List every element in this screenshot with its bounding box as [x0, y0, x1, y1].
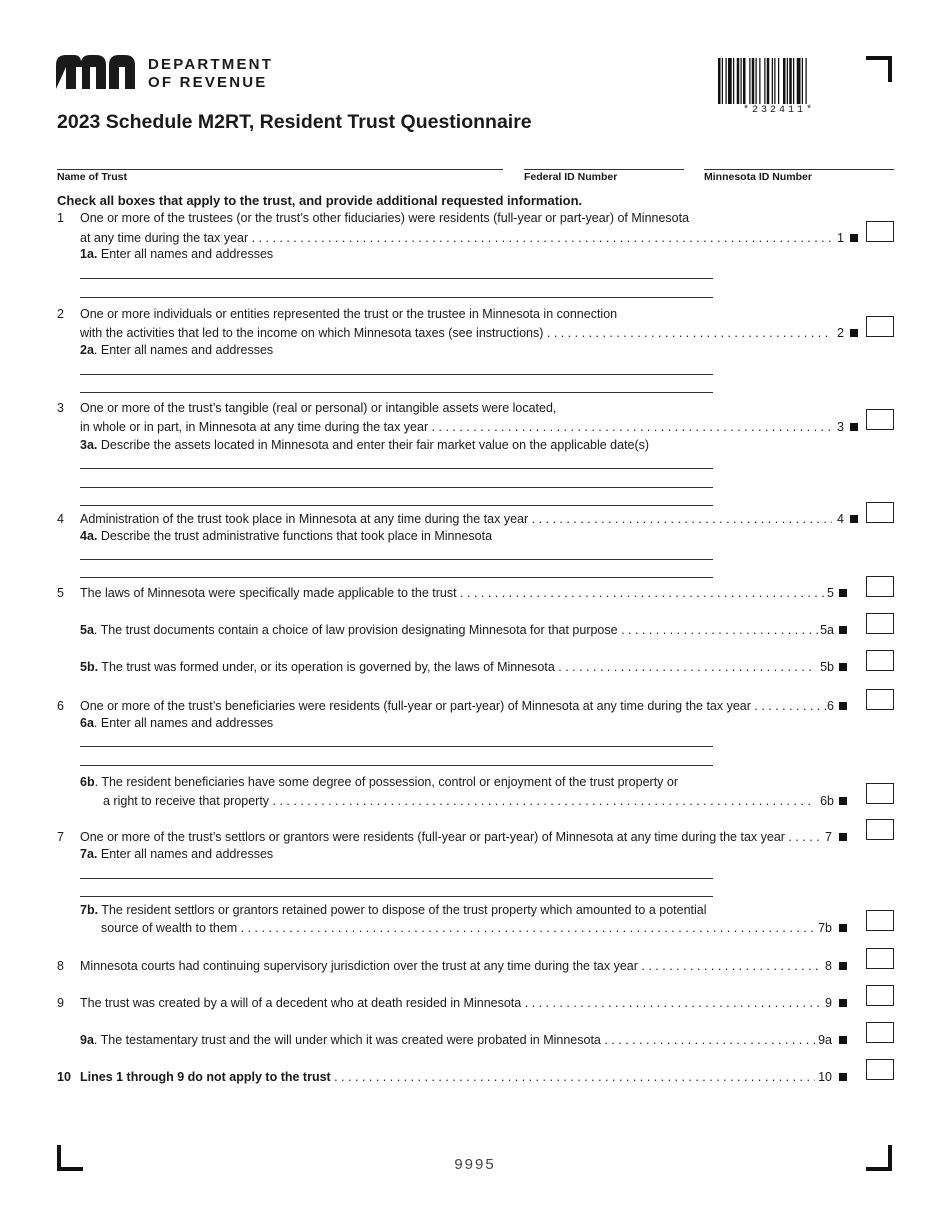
line-number: 8 [57, 959, 64, 973]
line-ref: 9 [825, 996, 832, 1010]
line-label: 7b. [80, 903, 99, 917]
line-number: 1 [57, 211, 64, 225]
line-ref: 7 [825, 830, 832, 844]
line-7b-checkbox[interactable] [866, 910, 894, 931]
line-7a-write-line-2[interactable] [80, 896, 713, 897]
square-marker-icon [839, 962, 847, 970]
barcode [718, 58, 840, 118]
line-2-text-cont: with the activities that led to the income on which Minnesota taxes (see instructions) . . . [80, 326, 832, 340]
line-7a-write-line-1[interactable] [80, 878, 713, 879]
line-text: . The resident beneficiaries have some degree of possession, control or enjoyment of the trust property or [94, 775, 679, 789]
line-4-text: Administration of the trust took place in Minnesota at any time during the tax year . . . [80, 512, 832, 526]
line-number: 4 [57, 512, 64, 526]
line-9a-text [80, 1033, 815, 1047]
line-label: 7a. [80, 847, 98, 861]
line-2a-text [80, 343, 273, 357]
line-6b-text [80, 775, 678, 789]
line-6a-write-line-1[interactable] [80, 746, 713, 747]
line-6a-write-line-2[interactable] [80, 765, 713, 766]
line-ref: 3 [837, 420, 844, 434]
line-3a-text [80, 438, 649, 452]
line-text: Describe the trust administrative functions that took place in Minnesota [97, 529, 493, 543]
line-number: 3 [57, 401, 64, 415]
minnesota-id-label: Minnesota ID Number [704, 171, 812, 183]
crop-mark-top-right [866, 56, 892, 82]
line-text: The trust was formed under, or its operation is governed by, the laws of Minnesota [98, 660, 555, 674]
line-6a-text [80, 716, 273, 730]
square-marker-icon [839, 924, 847, 932]
line-label: 3a. [80, 438, 98, 452]
line-number: 5 [57, 586, 64, 600]
line-ref: 5a [820, 623, 834, 637]
line-ref: 5b [820, 660, 834, 674]
line-9-text: The trust was created by a will of a decedent who at death resided in Minnesota . . . [80, 996, 820, 1010]
name-of-trust-label: Name of Trust [57, 171, 128, 183]
line-7a-text [80, 847, 273, 861]
line-label: 5b. [80, 660, 99, 674]
federal-id-field[interactable] [524, 169, 684, 185]
line-5a-checkbox[interactable] [866, 613, 894, 634]
line-8-text: Minnesota courts had continuing supervisory jurisdiction over the trust at any time during the tax year . . . [80, 959, 820, 973]
line-label: 5a [80, 623, 94, 637]
mn-revenue-logo [56, 55, 296, 95]
instruction-text: Check all boxes that apply to the trust, and provide additional requested information. [57, 193, 583, 208]
square-marker-icon [850, 329, 858, 337]
line-label: 9a [80, 1033, 94, 1047]
line-number: 10 [57, 1070, 71, 1084]
line-ref: 2 [837, 326, 844, 340]
square-marker-icon [839, 1073, 847, 1081]
square-marker-icon [850, 423, 858, 431]
line-2-checkbox[interactable] [866, 316, 894, 337]
line-label: 6b [80, 775, 95, 789]
square-marker-icon [839, 663, 847, 671]
line-ref: 6 [827, 699, 834, 713]
square-marker-icon [839, 702, 847, 710]
line-ref: 5 [827, 586, 834, 600]
line-text: Enter all names and addresses [97, 247, 274, 261]
line-label: 1a. [80, 247, 98, 261]
line-4a-write-line-1[interactable] [80, 559, 713, 560]
form-code: 9995 [454, 1156, 496, 1173]
line-number: 7 [57, 830, 64, 844]
line-10-text [80, 1070, 815, 1084]
line-text: . The testamentary trust and the will under which it was created were probated in Minnesota [93, 1033, 601, 1047]
barcode-number: *232411* [742, 105, 815, 116]
line-ref: 8 [825, 959, 832, 973]
line-7b-text [80, 903, 707, 917]
line-3a-write-line-2[interactable] [80, 487, 713, 488]
dept-line-1: DEPARTMENT [148, 56, 274, 73]
line-4a-write-line-2[interactable] [80, 577, 713, 578]
line-1-text: One or more of the trustees (or the trust’s other fiduciaries) were residents (full-year or part-year) of Minnesota [80, 211, 690, 225]
line-1a-write-line-2[interactable] [80, 297, 713, 298]
line-label: 6a [80, 716, 94, 730]
line-10-checkbox[interactable] [866, 1059, 894, 1080]
minnesota-id-field[interactable] [704, 169, 894, 185]
line-6b-text-cont: a right to receive that property . . . [103, 794, 815, 808]
line-5-text: The laws of Minnesota were specifically made applicable to the trust . . . [80, 586, 826, 600]
mn-logo-icon [56, 55, 136, 89]
line-text: . Enter all names and addresses [93, 343, 274, 357]
form-title: 2023 Schedule M2RT, Resident Trust Questionnaire [57, 111, 532, 133]
line-2a-write-line-1[interactable] [80, 374, 713, 375]
federal-id-label: Federal ID Number [524, 171, 618, 183]
square-marker-icon [839, 1036, 847, 1044]
line-label: 4a. [80, 529, 98, 543]
line-7-checkbox[interactable] [866, 819, 894, 840]
line-text: Lines 1 through 9 do not apply to the trust [80, 1070, 331, 1084]
line-text: . Enter all names and addresses [93, 716, 274, 730]
dept-line-2: OF REVENUE [148, 74, 268, 91]
line-6-checkbox[interactable] [866, 689, 894, 710]
line-9a-checkbox[interactable] [866, 1022, 894, 1043]
line-text: Enter all names and addresses [97, 847, 274, 861]
line-ref: 4 [837, 512, 844, 526]
line-ref: 9a [818, 1033, 832, 1047]
line-text: The resident settlors or grantors retained power to dispose of the trust property which amounted to a potential [98, 903, 707, 917]
line-ref: 6b [820, 794, 834, 808]
line-3a-write-line-3[interactable] [80, 505, 713, 506]
line-2-text: One or more individuals or entities represented the trust or the trustee in Minnesota in connection [80, 307, 618, 321]
line-number: 2 [57, 307, 64, 321]
line-ref: 1 [837, 231, 844, 245]
line-9-checkbox[interactable] [866, 985, 894, 1006]
line-8-checkbox[interactable] [866, 948, 894, 969]
line-5b-text [80, 660, 815, 674]
line-number: 6 [57, 699, 64, 713]
name-of-trust-field[interactable] [57, 169, 503, 185]
barcode-bars-icon [718, 58, 840, 104]
department-name [148, 56, 273, 92]
line-ref: 10 [818, 1070, 832, 1084]
line-5b-checkbox[interactable] [866, 650, 894, 671]
line-text: Describe the assets located in Minnesota and enter their fair market value on the applicable date(s) [97, 438, 650, 452]
line-4a-text [80, 529, 492, 543]
line-3-checkbox[interactable] [866, 409, 894, 430]
line-ref: 7b [818, 921, 832, 935]
line-7-text: One or more of the trust’s settlors or grantors were residents (full-year or part-year) of Minnesota at any time during the tax year . . . [80, 830, 820, 844]
line-2a-write-line-2[interactable] [80, 392, 713, 393]
line-4-checkbox[interactable] [866, 502, 894, 523]
line-6-text: One or more of the trust’s beneficiaries were residents (full-year or part-year) of Minnesota at any time during the tax year . . . [80, 699, 826, 713]
square-marker-icon [839, 999, 847, 1007]
line-1a-text [80, 247, 273, 261]
square-marker-icon [850, 234, 858, 242]
line-3a-write-line-1[interactable] [80, 468, 713, 469]
line-3-text-cont: in whole or in part, in Minnesota at any time during the tax year . . . [80, 420, 832, 434]
line-1a-write-line-1[interactable] [80, 278, 713, 279]
square-marker-icon [839, 589, 847, 597]
line-label: 2a [80, 343, 94, 357]
square-marker-icon [839, 833, 847, 841]
line-text: . The trust documents contain a choice of law provision designating Minnesota for that purpose [93, 623, 618, 637]
line-6b-checkbox[interactable] [866, 783, 894, 804]
line-7b-text-cont: source of wealth to them . . . [101, 921, 815, 935]
line-1-checkbox[interactable] [866, 221, 894, 242]
square-marker-icon [839, 797, 847, 805]
line-5a-text [80, 623, 818, 637]
square-marker-icon [850, 515, 858, 523]
line-3-text: One or more of the trust’s tangible (real or personal) or intangible assets were located, [80, 401, 557, 415]
line-5-checkbox[interactable] [866, 576, 894, 597]
line-number: 9 [57, 996, 64, 1010]
line-1-text-cont: at any time during the tax year . . . [80, 231, 832, 245]
square-marker-icon [839, 626, 847, 634]
